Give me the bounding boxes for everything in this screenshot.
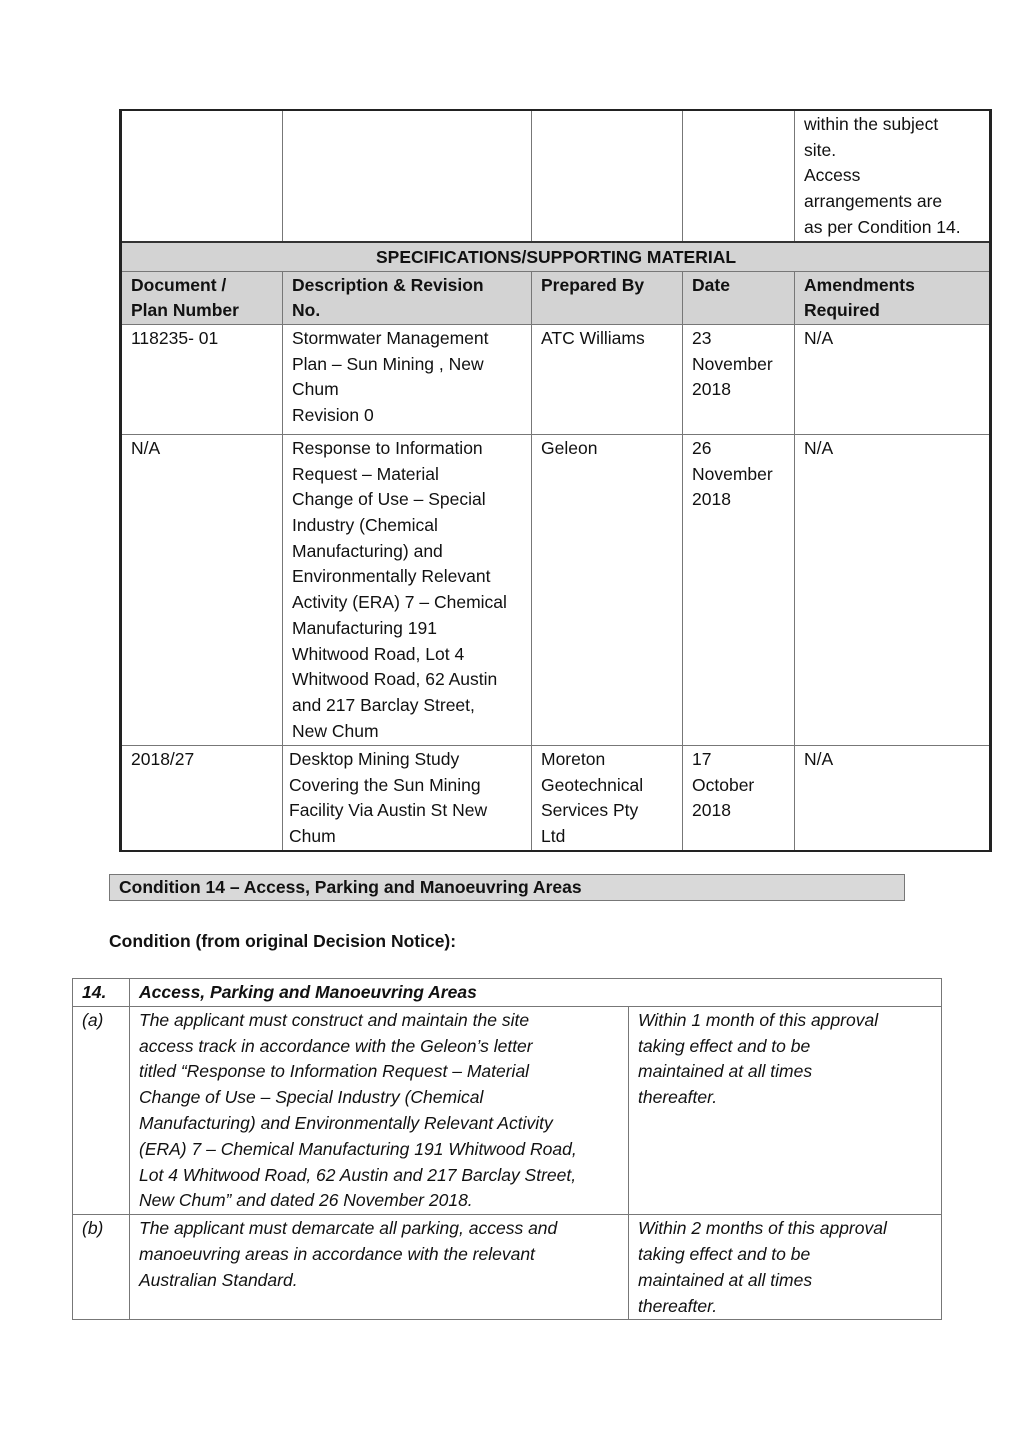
continued-row (121, 110, 991, 242)
specifications-table (119, 109, 992, 852)
header-document: Document / Plan Number (121, 271, 283, 324)
header-row (121, 271, 991, 324)
condition-item-text: The applicant must construct and maintain the site access track in accordance with the Geleon’s letter titled “Response to Information Request – Material Change of Use – Special Industry (Chemical Manufacturing) and Environmentally Relevant Activity (ERA) 7 – Chemical Manufacturing 191 Whitwood Road, Lot 4 Whitwood Road, 62 Austin and 217 Barclay Street, New Chum” and dated 26 November 2018. (130, 1006, 629, 1214)
cell-description: Stormwater Management Plan – Sun Mining , New Chum Revision 0 (283, 324, 532, 434)
cell-amendments: N/A (795, 745, 991, 850)
cell-document: 2018/27 (121, 745, 283, 850)
condition-item-label: (b) (73, 1215, 130, 1320)
section-title: SPECIFICATIONS/SUPPORTING MATERIAL (121, 242, 991, 272)
header-amendments: Amendments Required (795, 271, 991, 324)
table-row (121, 324, 991, 434)
condition-heading: Condition 14 – Access, Parking and Manoeuvring Areas (109, 874, 905, 901)
cell-prepared-by: Geleon (532, 434, 683, 745)
cell-amendments: N/A (795, 434, 991, 745)
condition-subheading: Condition (from original Decision Notice): (109, 931, 457, 951)
section-title-row (121, 242, 991, 272)
continued-amendment-cell: within the subject site. Access arrangements are as per Condition 14. (795, 110, 991, 242)
condition-title: Access, Parking and Manoeuvring Areas (130, 979, 942, 1007)
condition-table (72, 978, 942, 1320)
cell-date: 26 November 2018 (683, 434, 795, 745)
cell-prepared-by: ATC Williams (532, 324, 683, 434)
condition-item (73, 1006, 942, 1214)
cell-document: 118235- 01 (121, 324, 283, 434)
table-row (121, 745, 991, 850)
cell-amendments: N/A (795, 324, 991, 434)
table-row (121, 434, 991, 745)
condition-item-timing: Within 2 months of this approval taking effect and to be maintained at all times thereafter. (629, 1215, 942, 1320)
condition-item (73, 1215, 942, 1320)
cell-description: Desktop Mining Study Covering the Sun Mining Facility Via Austin St New Chum (283, 745, 532, 850)
cell-date: 17 October 2018 (683, 745, 795, 850)
cell-date: 23 November 2018 (683, 324, 795, 434)
header-prepared-by: Prepared By (532, 271, 683, 324)
condition-item-timing: Within 1 month of this approval taking effect and to be maintained at all times thereafter. (629, 1006, 942, 1214)
condition-item-label: (a) (73, 1006, 130, 1214)
header-description: Description & Revision No. (283, 271, 532, 324)
condition-item-text: The applicant must demarcate all parking, access and manoeuvring areas in accordance with the relevant Australian Standard. (130, 1215, 629, 1320)
header-date: Date (683, 271, 795, 324)
cell-document: N/A (121, 434, 283, 745)
condition-title-row (73, 979, 942, 1007)
cell-description: Response to Information Request – Material Change of Use – Special Industry (Chemical Manufacturing) and Environmentally Relevant Activity (ERA) 7 – Chemical Manufacturing 191 Whitwood Road, Lot 4 Whitwood Road, 62 Austin and 217 Barclay Street, New Chum (283, 434, 532, 745)
condition-number: 14. (73, 979, 130, 1007)
cell-prepared-by: Moreton Geotechnical Services Pty Ltd (532, 745, 683, 850)
